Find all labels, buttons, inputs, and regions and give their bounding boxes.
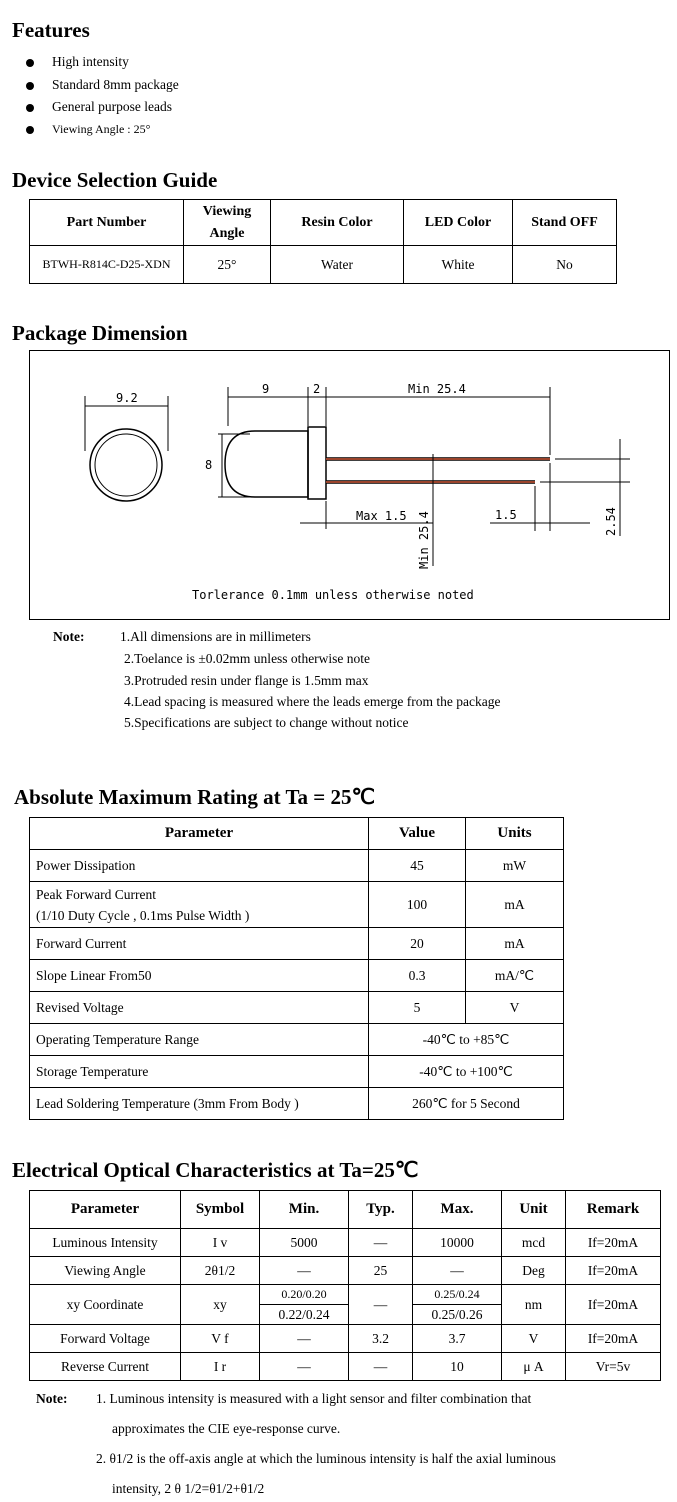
table-cell: xy Coordinate — [30, 1285, 181, 1325]
col-header: LED Color — [404, 200, 513, 246]
col-header: Parameter — [30, 1191, 181, 1229]
absmax-title: Absolute Maximum Rating at Ta = 25℃ — [14, 785, 376, 809]
package-title: Package Dimension — [12, 321, 188, 345]
note-label: Note: — [53, 629, 85, 644]
table-cell: Water — [271, 246, 404, 284]
col-header: Max. — [413, 1191, 502, 1229]
table-cell: — — [260, 1325, 349, 1353]
note-line: 3.Protruded resin under flange is 1.5mm max — [124, 673, 369, 688]
table-cell: 45 — [369, 850, 466, 882]
table-cell: -40℃ to +100℃ — [369, 1056, 564, 1088]
feature-item: Viewing Angle : 25° — [26, 122, 150, 137]
note-line: approximates the CIE eye-response curve. — [112, 1421, 341, 1436]
table-cell: V — [502, 1325, 566, 1353]
col-header: Remark — [566, 1191, 661, 1229]
table-cell: 3.2 — [349, 1325, 413, 1353]
table-cell: 10 — [413, 1353, 502, 1381]
table-cell: 5000 — [260, 1229, 349, 1257]
table-cell: mA/℃ — [466, 960, 564, 992]
feature-item: General purpose leads — [26, 99, 172, 115]
col-header: Symbol — [181, 1191, 260, 1229]
table-cell: Viewing Angle — [30, 1257, 181, 1285]
table-cell: 20 — [369, 928, 466, 960]
package-drawing — [29, 350, 670, 620]
table-cell: BTWH-R814C-D25-XDN — [30, 246, 184, 284]
dim-label: Min 25.4 — [408, 382, 466, 396]
note-line: 2.Toelance is ±0.02mm unless otherwise note — [124, 651, 371, 666]
table-cell: mW — [466, 850, 564, 882]
table-cell: I v — [181, 1229, 260, 1257]
col-header: Part Number — [30, 200, 184, 246]
bullet-icon — [26, 104, 34, 112]
table-cell: — — [260, 1257, 349, 1285]
table-cell: Deg — [502, 1257, 566, 1285]
col-header: Value — [369, 818, 466, 850]
table-cell: 0.22/0.24 — [260, 1305, 349, 1325]
table-cell: -40℃ to +85℃ — [369, 1024, 564, 1056]
table-cell: 0.20/0.20 — [260, 1285, 349, 1305]
table-cell: nm — [502, 1285, 566, 1325]
col-header: Unit — [502, 1191, 566, 1229]
table-cell: 100 — [369, 882, 466, 928]
table-cell: I r — [181, 1353, 260, 1381]
note-line: 4.Lead spacing is measured where the leads emerge from the package — [124, 694, 501, 709]
col-header: Min. — [260, 1191, 349, 1229]
table-cell: Vr=5v — [566, 1353, 661, 1381]
col-header: Typ. — [349, 1191, 413, 1229]
note-label: Note: — [36, 1391, 68, 1406]
table-cell: Forward Current — [30, 928, 369, 960]
note-line: 1. Luminous intensity is measured with a light sensor and filter combination that — [96, 1391, 532, 1406]
bullet-icon — [26, 82, 34, 90]
table-cell: Storage Temperature — [30, 1056, 369, 1088]
table-cell: 0.25/0.24 — [413, 1285, 502, 1305]
note-line: 5.Specifications are subject to change without notice — [124, 715, 409, 730]
table-cell: Lead Soldering Temperature (3mm From Body ) — [30, 1088, 369, 1120]
table-cell: 3.7 — [413, 1325, 502, 1353]
dim-label: 2.54 — [604, 507, 618, 536]
note-line: 1.All dimensions are in millimeters — [120, 629, 311, 644]
table-cell: Slope Linear From50 — [30, 960, 369, 992]
dim-label: 9 — [262, 382, 270, 396]
absmax-table — [29, 817, 564, 1120]
table-cell: μ A — [502, 1353, 566, 1381]
table-cell: 0.3 — [369, 960, 466, 992]
tolerance-note: Torlerance 0.1mm unless otherwise noted — [192, 588, 474, 602]
selection-table — [29, 199, 617, 284]
table-cell: Luminous Intensity — [30, 1229, 181, 1257]
dimension-drawing — [30, 351, 669, 619]
dim-label: Max 1.5 — [356, 509, 407, 523]
table-cell: 5 — [369, 992, 466, 1024]
table-cell: — — [349, 1229, 413, 1257]
note-line: 2. θ1/2 is the off-axis angle at which the luminous intensity is half the axial luminous — [96, 1451, 556, 1466]
features-title: Features — [12, 18, 90, 42]
eo-title: Electrical Optical Characteristics at Ta=25℃ — [12, 1158, 419, 1182]
selection-title: Device Selection Guide — [12, 168, 218, 192]
table-cell: — — [413, 1257, 502, 1285]
table-cell: Reverse Current — [30, 1353, 181, 1381]
dim-label: 2 — [313, 382, 321, 396]
feature-item: High intensity — [26, 54, 129, 70]
table-cell: If=20mA — [566, 1229, 661, 1257]
table-cell: Power Dissipation — [30, 850, 369, 882]
table-cell: 2θ1/2 — [181, 1257, 260, 1285]
table-cell: White — [404, 246, 513, 284]
bullet-icon — [26, 126, 34, 134]
col-header: Units — [466, 818, 564, 850]
table-cell: — — [349, 1353, 413, 1381]
dim-label: 9.2 — [116, 391, 138, 405]
table-cell: V f — [181, 1325, 260, 1353]
bullet-icon — [26, 59, 34, 67]
table-cell: If=20mA — [566, 1285, 661, 1325]
col-header: Parameter — [30, 818, 369, 850]
col-header: Viewing Angle — [184, 200, 271, 246]
table-cell: If=20mA — [566, 1257, 661, 1285]
table-cell: 25 — [349, 1257, 413, 1285]
table-cell: No — [513, 246, 617, 284]
note-line: intensity, 2 θ 1/2=θ1/2+θ1/2 — [112, 1481, 265, 1496]
table-cell: 10000 — [413, 1229, 502, 1257]
table-cell: — — [260, 1353, 349, 1381]
table-cell: V — [466, 992, 564, 1024]
table-cell: mA — [466, 928, 564, 960]
table-cell: xy — [181, 1285, 260, 1325]
table-cell: Operating Temperature Range — [30, 1024, 369, 1056]
table-cell: 25° — [184, 246, 271, 284]
table-cell: 260℃ for 5 Second — [369, 1088, 564, 1120]
col-header: Resin Color — [271, 200, 404, 246]
feature-item: Standard 8mm package — [26, 77, 179, 93]
eo-table — [29, 1190, 661, 1381]
table-cell: Forward Voltage — [30, 1325, 181, 1353]
dim-label: 1.5 — [495, 508, 517, 522]
table-cell: — — [349, 1285, 413, 1325]
dim-label: 8 — [205, 458, 213, 472]
table-cell: mA — [466, 882, 564, 928]
table-cell: Peak Forward Current (1/10 Duty Cycle , 0.1ms Pulse Width ) — [30, 882, 369, 928]
table-cell: If=20mA — [566, 1325, 661, 1353]
table-cell: 0.25/0.26 — [413, 1305, 502, 1325]
col-header: Stand OFF — [513, 200, 617, 246]
table-cell: mcd — [502, 1229, 566, 1257]
dim-label: Min 25.4 — [417, 511, 431, 569]
table-cell: Revised Voltage — [30, 992, 369, 1024]
